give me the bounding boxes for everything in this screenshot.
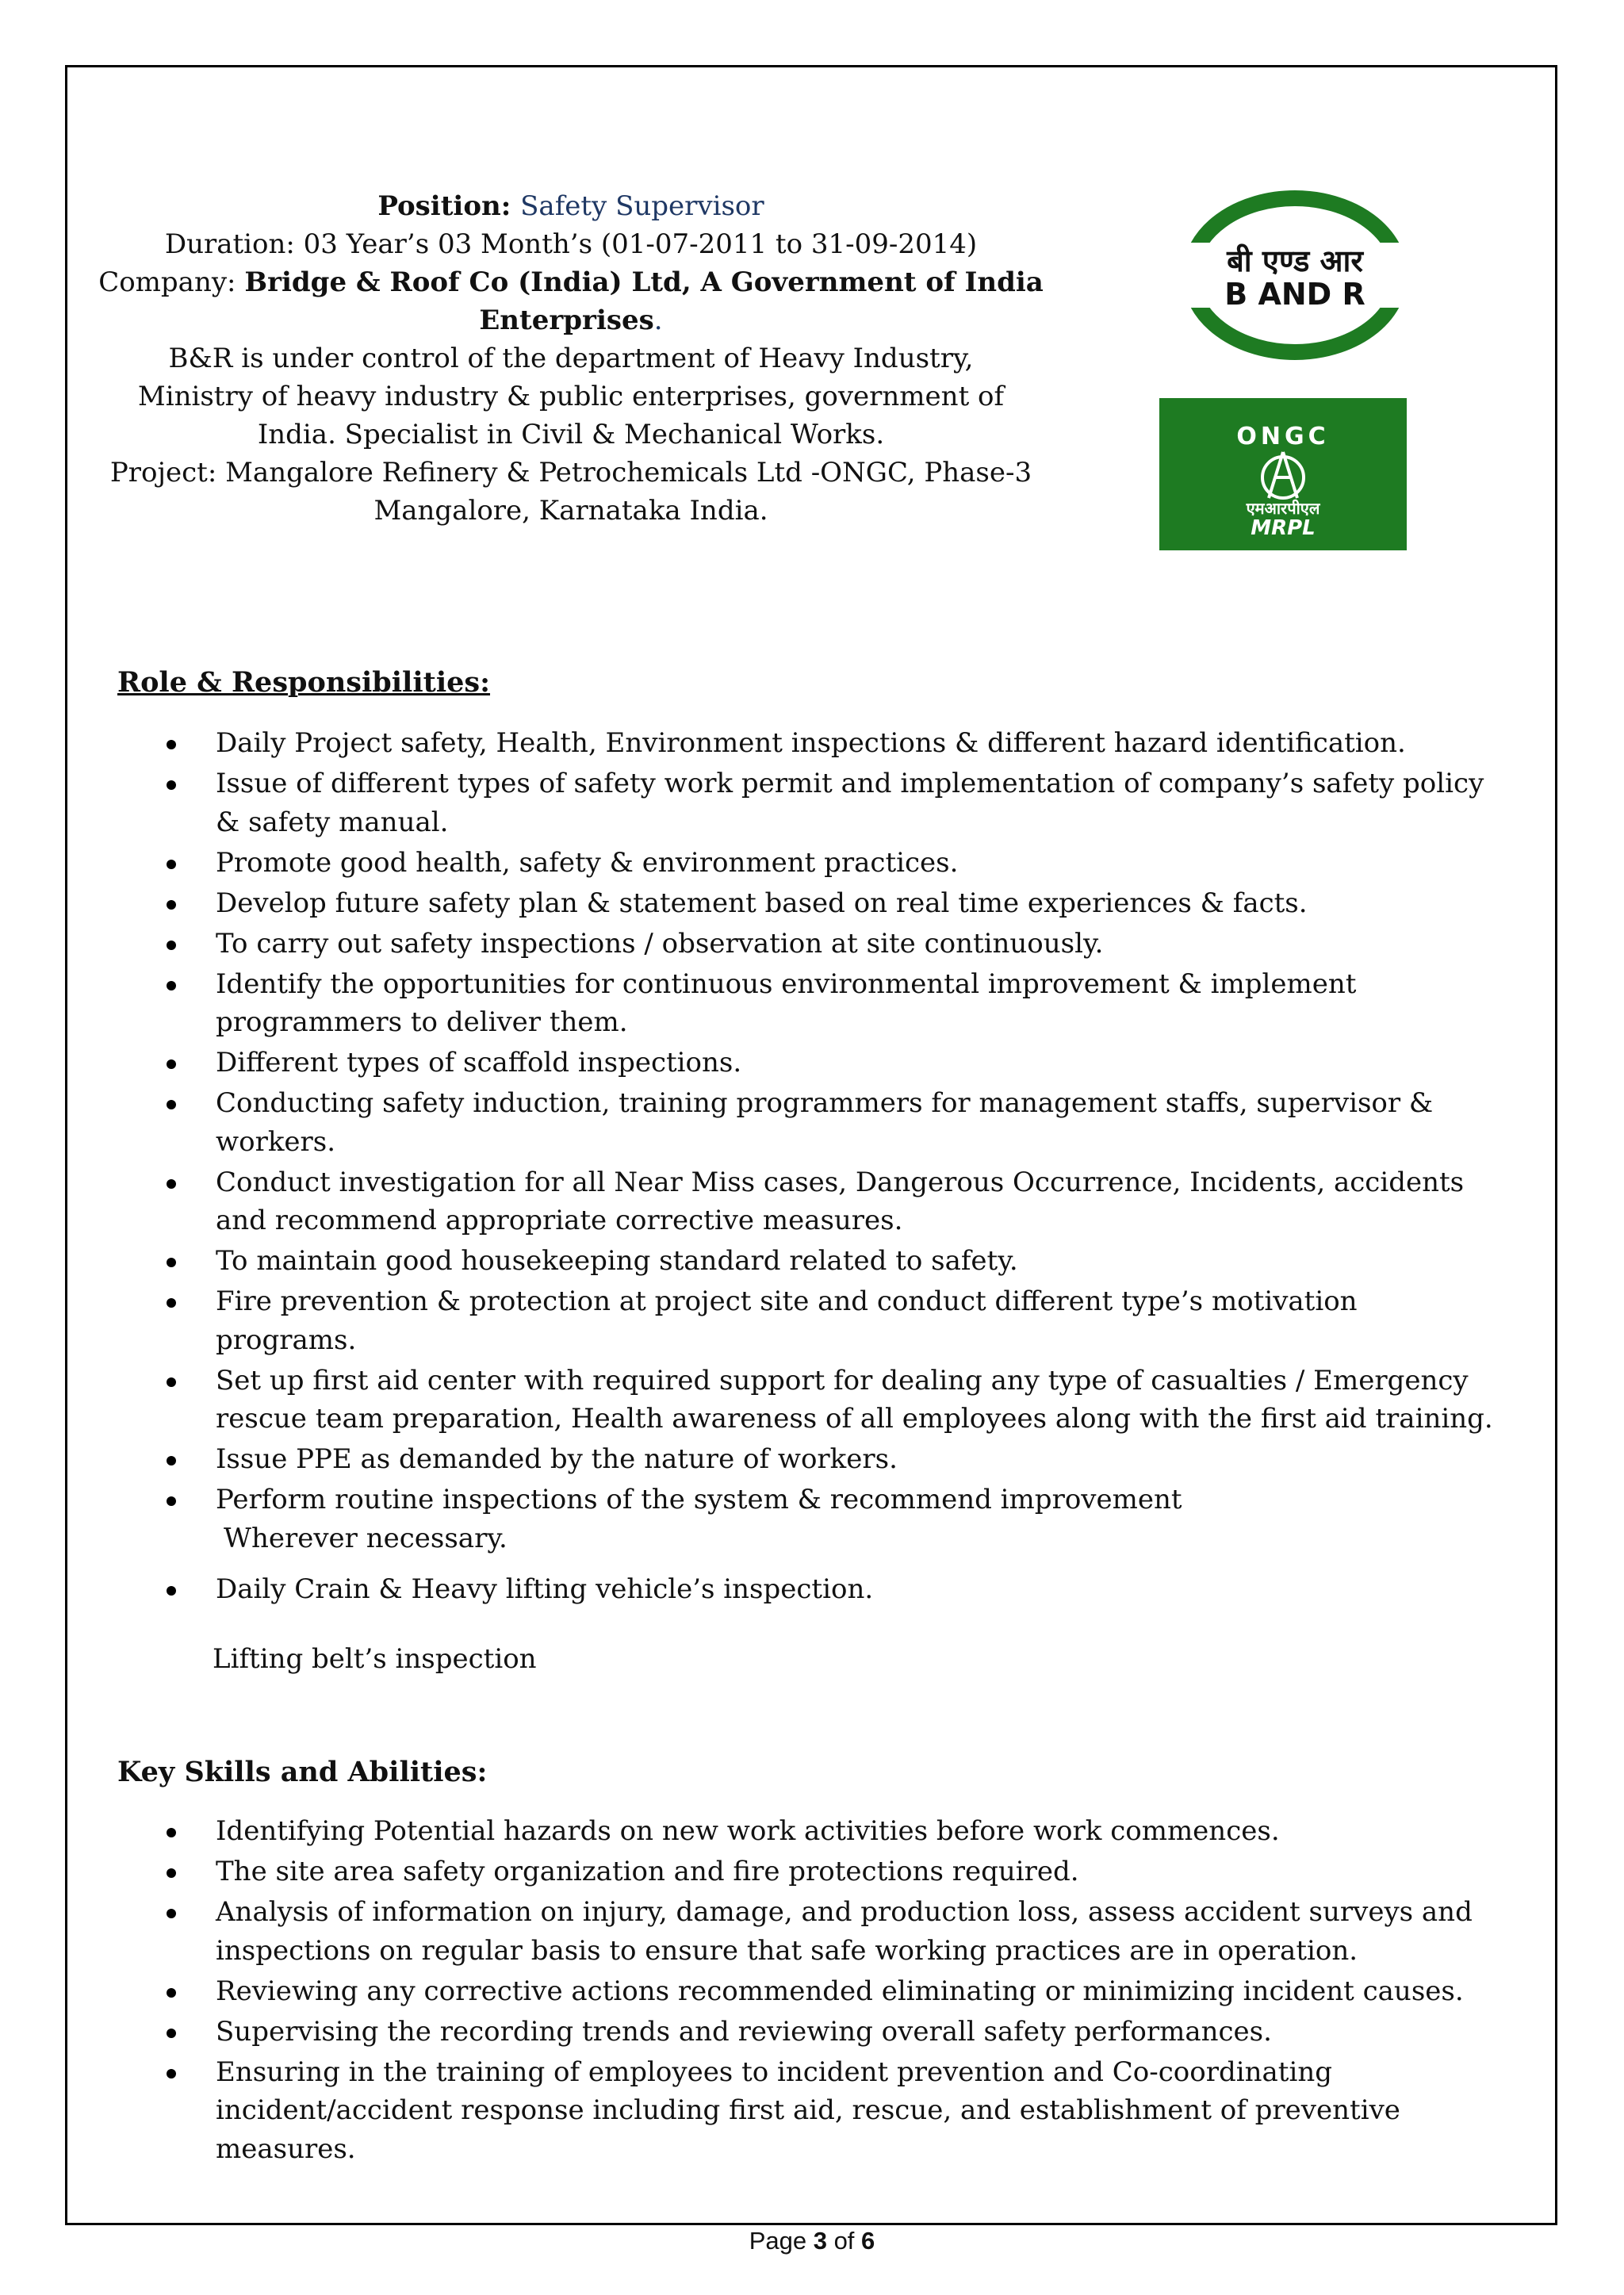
list-item: Develop future safety plan & statement based on real time experiences & facts. [117, 884, 1497, 923]
company-description-3: India. Specialist in Civil & Mechanical Works. [257, 419, 885, 450]
position-value: Safety Supervisor [520, 190, 764, 222]
list-item-line-2: Wherever necessary. [224, 1522, 508, 1554]
company-line-2 [87, 301, 1055, 339]
b-and-r-logo [1180, 189, 1410, 362]
b-and-r-hindi: बी एण्ड आर [1227, 243, 1363, 278]
skills-list [117, 1812, 1497, 2170]
page-footer [0, 2227, 1624, 2255]
list-item: Ensuring in the training of employees to incident prevention and Co-coordinating incident/accident response including first aid, rescue, and establishment of preventive measures. [117, 2053, 1497, 2169]
page-prefix: Page [749, 2227, 814, 2255]
company-line [87, 263, 1055, 301]
company-description-1: B&R is under control of the department of Heavy Industry, [168, 343, 974, 374]
duration-line: Duration: 03 Year’s 03 Month’s (01-07-2011 to 31-09-2014) [164, 228, 978, 260]
list-item: Daily Project safety, Health, Environment inspections & different hazard identification. [117, 724, 1497, 763]
ongc-text: ONGC [1236, 423, 1330, 450]
list-item: Conduct investigation for all Near Miss cases, Dangerous Occurrence, Incidents, accidents and recommend appropriate corrective measures. [117, 1163, 1497, 1240]
lifting-belt-line: Lifting belt’s inspection [213, 1643, 537, 1675]
page-number: 3 [813, 2227, 827, 2255]
list-item [117, 1481, 1497, 1557]
mrpl-text: MRPL [1251, 516, 1316, 540]
page-of: of [826, 2227, 862, 2255]
list-item: Identifying Potential hazards on new work activities before work commences. [117, 1812, 1497, 1851]
company-dot: . [653, 305, 663, 336]
company-description-2: Ministry of heavy industry & public enterprises, government of [137, 381, 1005, 412]
list-item: Analysis of information on injury, damage, and production loss, assess accident surveys and inspections on regular basis to ensure that safe working practices are in operation. [117, 1893, 1497, 1970]
mrpl-hindi: एमआरपीएल [1246, 499, 1320, 518]
list-item: The site area safety organization and fire protections required. [117, 1852, 1497, 1891]
roles-list [117, 724, 1497, 1611]
list-item: To maintain good housekeeping standard related to safety. [117, 1242, 1497, 1281]
roles-title: Role & Responsibilities: [117, 666, 491, 699]
list-item: Supervising the recording trends and reviewing overall safety performances. [117, 2013, 1497, 2052]
list-item: Identify the opportunities for continuous environmental improvement & implement programmers to deliver them. [117, 965, 1497, 1042]
project-line-2: Mangalore, Karnataka India. [373, 495, 768, 527]
list-item: Issue of different types of safety work permit and implementation of company’s safety policy & safety manual. [117, 764, 1497, 841]
list-item: Reviewing any corrective actions recommended eliminating or minimizing incident causes. [117, 1972, 1497, 2011]
list-item: Fire prevention & protection at project site and conduct different type’s motivation programs. [117, 1282, 1497, 1359]
project-line-1: Project: Mangalore Refinery & Petrochemicals Ltd -ONGC, Phase-3 [109, 457, 1032, 489]
company-name-2: Enterprises [479, 305, 654, 336]
ongc-mrpl-logo [1159, 398, 1407, 550]
list-item-line-1: Perform routine inspections of the system & recommend improvement [216, 1484, 1182, 1515]
list-item: Set up first aid center with required support for dealing any type of casualties / Emergency rescue team preparation, Health awareness of all employees along with the first aid training. [117, 1362, 1497, 1439]
list-item: Different types of scaffold inspections. [117, 1044, 1497, 1082]
list-item: Conducting safety induction, training programmers for management staffs, supervisor & workers. [117, 1084, 1497, 1161]
company-label: Company: [98, 266, 245, 298]
company-name: Bridge & Roof Co (India) Ltd, A Government of India [244, 266, 1044, 298]
position-line [87, 187, 1055, 225]
position-label: Position: [377, 190, 521, 222]
list-item: To carry out safety inspections / observation at site continuously. [117, 925, 1497, 964]
list-item: Daily Crain & Heavy lifting vehicle’s inspection. [117, 1570, 1497, 1609]
position-header [87, 187, 1055, 530]
skills-title: Key Skills and Abilities: [117, 1756, 488, 1788]
list-item: Issue PPE as demanded by the nature of workers. [117, 1440, 1497, 1479]
list-item: Promote good health, safety & environment practices. [117, 844, 1497, 883]
b-and-r-text: B AND R [1224, 277, 1365, 312]
page-total: 6 [861, 2227, 875, 2255]
